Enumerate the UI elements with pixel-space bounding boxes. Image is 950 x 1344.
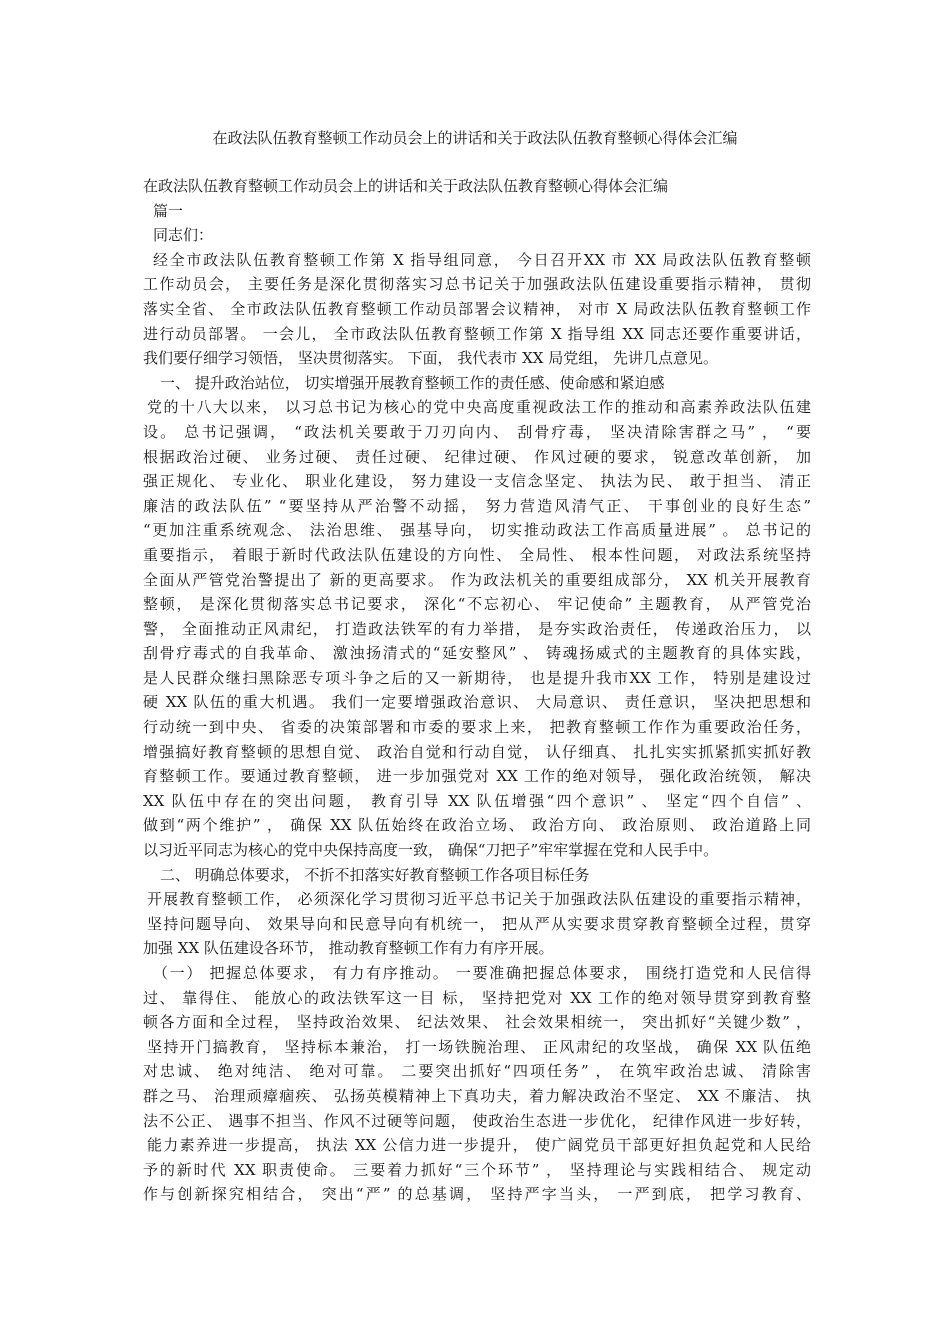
text-line: 廉洁的政法队伍” “要坚持从严治警不动摇， 努力营造风清气正、 干事创业的良好生态” — [143, 496, 811, 515]
text-line: 顿各方面和全过程， 坚持政治效果、 纪法效果、 社会效果相统一， 突出抓好“关键少数” ， — [143, 1013, 811, 1032]
text-line: 进行动员部署。 一会儿， 全市政法队伍教育整顿工作第 X 指导组 XX 同志还要作重要讲话， — [143, 324, 811, 343]
text-line: 党的十八大以来， 以习总书记为核心的党中央高度重视政法工作的推动和高素养政法队伍建 — [147, 398, 811, 417]
text-line: 工作动员会， 主要任务是深化贯彻落实习总书记关于加强政法队伍建设重要指示精神， 贯彻 — [143, 275, 811, 294]
text-line: 刮骨疗毒式的自我革命、 激浊扬清式的“延安整风” 、 铸魂扬威式的主题教育的具体实践， — [143, 644, 811, 663]
text-line: 落实全省、 全市政法队伍教育整顿工作动员部署会议精神， 对市 X 局政法队伍教育整顿工作 — [143, 299, 811, 318]
text-line: 作与创新探究相结合， 突出“严” 的总基调， 坚持严字当头， 一严到底， 把学习教育、 — [143, 1185, 811, 1204]
text-line: （一） 把握总体要求， 有力有序推动。 一要准确把握总体要求， 围绕打造党和人民信得 — [153, 964, 811, 982]
text-line: “更加注重系统观念、 法治思维、 强基导向， 切实推动政法工作高质量进展” 。 总书记的 — [143, 521, 811, 540]
text-line: 根据政治过硬、 业务过硬、 责任过硬、 纪律过硬、 作风过硬的要求， 锐意改革创新， 加 — [143, 447, 811, 466]
text-line: 我们要仔细学习领悟， 坚决贯彻落实。 下面， 我代表市 XX 局党组， 先讲几点意见。 — [143, 349, 718, 368]
text-line: 坚持问题导向、 效果导向和民意导向有机统一， 把从严从实要求贯穿教育整顿全过程，贯穿 — [147, 914, 811, 933]
document-body — [143, 174, 811, 1207]
text-line: 行动统一到中央、 省委的决策部署和市委的要求上来， 把教育整顿工作作为重要政治任务， — [143, 718, 811, 737]
text-line: 法不公正、 遇事不担当、作风不过硬等问题， 使政治生态进一步优化， 纪律作风进一步好转， — [143, 1111, 811, 1130]
text-line: 过、 靠得住、 能放心的政法铁军这一目 标， 坚持把党对 XX 工作的绝对领导贯穿到教育整 — [143, 988, 811, 1007]
document-title: 在政法队伍教育整顿工作动员会上的讲话和关于政法队伍教育整顿心得体会汇编 — [212, 129, 738, 147]
text-line: 以习近平同志为核心的党中央保持高度一致， 确保“刀把子”牢牢掌握在党和人民手中。 — [143, 841, 719, 860]
text-line: 设。 总书记强调， “政法机关要敢于刀刃向内、 刮骨疗毒， 坚决清除害群之马” ， “要 — [143, 422, 811, 441]
text-line: 对忠诚、 绝对纯洁、 绝对可靠。 二要突出抓好“四项任务” ， 在筑牢政治忠诚、 清除害 — [143, 1062, 811, 1081]
text-line: 重要指示， 着眼于新时代政法队伍建设的方向性、 全局性、 根本性问题， 对政法系统坚持 — [143, 545, 811, 564]
text-line: 经全市政法队伍教育整顿工作第 X 指导组同意， 今日召开XX 市 XX 局政法队伍教育整顿 — [153, 250, 811, 269]
text-line: 予的新时代 XX 职责使命。 三要着力抓好“三个环节” ， 坚持理论与实践相结合、 规定动 — [143, 1160, 811, 1179]
text-line: XX 队伍中存在的突出问题， 教育引导 XX 队伍增强“四个意识” 、 坚定“四个自信” 、 — [143, 791, 811, 810]
text-line: 育整顿工作。要通过教育整顿， 进一步加强党对 XX 工作的绝对领导， 强化政治统领， 解决 — [143, 767, 811, 786]
text-line: 硬 XX 队伍的重大机遇。 我们一定要增强政治意识、 大局意识、 责任意识， 坚决把思想和 — [143, 693, 811, 712]
text-line: 是人民群众继扫黑除恶专项斗争之后的又一新期待， 也是提升我市XX 工作， 特别是建设过 — [143, 668, 811, 687]
text-line: 加强 XX 队伍建设各环节， 推动教育整顿工作有力有序开展。 — [143, 939, 554, 958]
text-line: 做到“两个维护” ， 确保 XX 队伍始终在政治立场、 政治方向、 政治原则、 政治道路上同 — [143, 816, 811, 835]
text-line: 在政法队伍教育整顿工作动员会上的讲话和关于政法队伍教育整顿心得体会汇编 — [143, 177, 669, 195]
text-line: 增强搞好教育整顿的思想自觉、 政治自觉和行动自觉， 认仔细真、 扎扎实实抓紧抓实抓好教 — [143, 742, 811, 761]
text-line: 篇一 — [153, 201, 184, 220]
text-line: 警， 全面推动正风肃纪， 打造政法铁军的有力举措， 是夯实政治责任， 传递政治压力， 以 — [143, 619, 811, 638]
text-line: 能力素养进一步提高， 执法 XX 公信力进一步提升， 使广阔党员干部更好担负起党和人民给 — [147, 1136, 811, 1155]
text-line: 一、 提升政治站位， 切实增强开展教育整顿工作的责任感、使命感和紧迫感 — [160, 373, 665, 392]
text-line: 全面从严管党治警提出了 新的更高要求。 作为政法机关的重要组成部分， XX 机关开展教育 — [143, 570, 811, 589]
text-line: 开展教育整顿工作， 必须深化学习贯彻习近平总书记关于加强政法队伍建设的重要指示精神， — [147, 890, 811, 909]
text-line: 二、 明确总体要求， 不折不扣落实好教育整顿工作各项目标任务 — [160, 865, 590, 884]
text-line: 坚持开门搞教育， 坚持标本兼治， 打一场铁腕治理、 正风肃纪的攻坚战， 确保 XX 队伍绝 — [147, 1037, 811, 1056]
text-line: 整顿， 是深化贯彻落实总书记要求， 深化“不忘初心、 牢记使命” 主题教育， 从严管党治 — [143, 595, 811, 614]
text-line: 群之马、 治理顽瘴痼疾、 弘扬英模精神上下真功夫，着力解决政治不坚定、 XX 不廉洁、 执 — [143, 1086, 811, 1105]
text-line: 强正规化、 专业化、 职业化建设， 努力建设一支信念坚定、 执法为民、 敢于担当、 清正 — [143, 472, 811, 491]
text-line: 同志们： — [153, 226, 214, 245]
